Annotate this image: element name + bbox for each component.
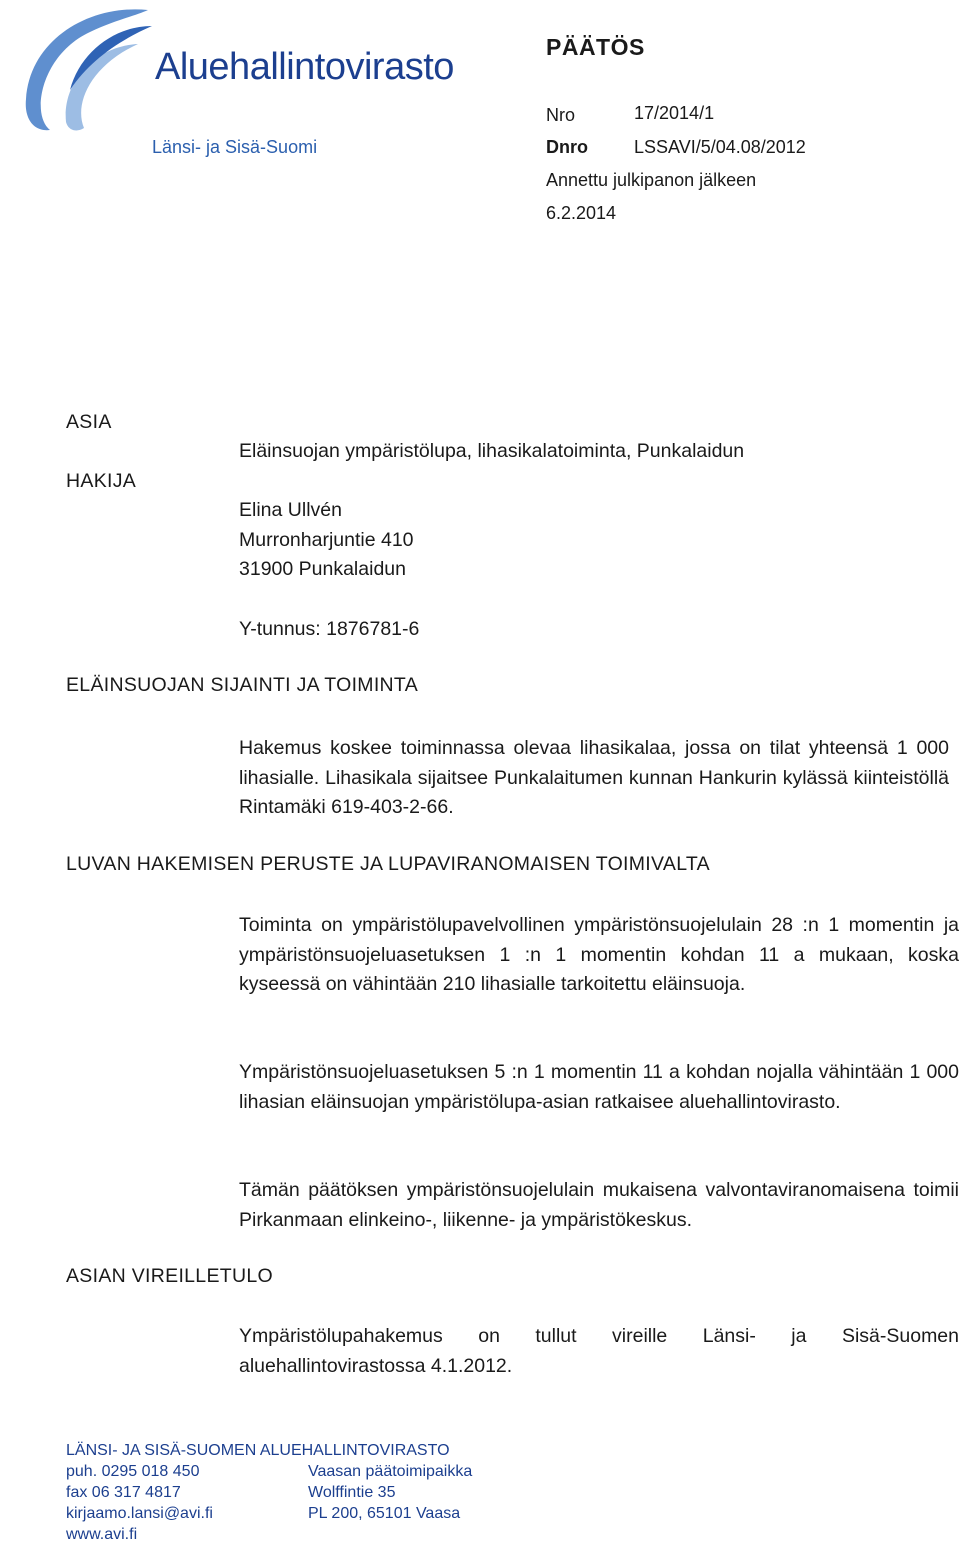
location-heading: ELÄINSUOJAN SIJAINTI JA TOIMINTA	[66, 674, 419, 696]
business-id: Y-tunnus: 1876781-6	[239, 618, 420, 640]
issued-date: 6.2.2014	[546, 203, 617, 223]
location-text: Hakemus koskee toiminnassa olevaa lihasikalaa, jossa on tilat yhteensä 1 000 lihasialle. Lihasikala sijaitsee Punkalaitumen kunnan Hankurin kylässä kiinteistöllä Rintamäki 619-403-2-66.	[239, 737, 949, 818]
issued-text: Annettu julkipanon jälkeen	[546, 170, 757, 190]
asia-label: ASIA	[66, 411, 112, 433]
document-type: PÄÄTÖS	[546, 34, 645, 60]
logo-swoosh-icon	[20, 4, 160, 134]
hakija-label: HAKIJA	[66, 470, 137, 492]
footer-email[interactable]: kirjaamo.lansi@avi.fi	[66, 1505, 213, 1522]
authority-paragraph-3: Tämän päätöksen ympäristönsuojelulain mukaisena valvontaviranomaisena toimii Pirkanmaan elinkeino-, liikenne- ja ympäristökeskus.	[239, 1179, 959, 1231]
initiation-heading: ASIAN VIREILLETULO	[66, 1265, 273, 1287]
footer-office: Vaasan päätoimipaikka	[308, 1463, 473, 1480]
footer-postal: PL 200, 65101 Vaasa	[308, 1505, 461, 1522]
footer-web[interactable]: www.avi.fi	[66, 1526, 138, 1543]
asia-text: Eläinsuojan ympäristölupa, lihasikalatoiminta, Punkalaidun	[239, 440, 745, 462]
footer-phone: puh. 0295 018 450	[66, 1463, 200, 1480]
dnro-label: Dnro	[546, 137, 588, 157]
dnro-value: LSSAVI/5/04.08/2012	[634, 137, 806, 157]
applicant-city: 31900 Punkalaidun	[239, 558, 406, 580]
initiation-text: Ympäristölupahakemus on tullut vireille Länsi- ja Sisä-Suomen aluehallintovirastossa 4.1.2012.	[239, 1325, 959, 1377]
footer-street: Wolffintie 35	[308, 1484, 396, 1501]
logo-wordmark: Aluehallintovirasto	[155, 46, 454, 88]
nro-label: Nro	[546, 105, 576, 125]
footer-org: LÄNSI- JA SISÄ-SUOMEN ALUEHALLINTOVIRASTO	[66, 1442, 450, 1459]
applicant-name: Elina Ullvén	[239, 499, 342, 521]
authority-paragraph-1: Toiminta on ympäristölupavelvollinen ympäristönsuojelulain 28 :n 1 momentin ja ympäristönsuojeluasetuksen 1 :n 1 momentin kohdan 11 a mukaan, koska kyseessä on vähintään 210 lihasialle tarkoitettu eläinsuoja.	[239, 914, 959, 995]
footer-fax: fax 06 317 4817	[66, 1484, 181, 1501]
authority-heading: LUVAN HAKEMISEN PERUSTE JA LUPAVIRANOMAISEN TOIMIVALTA	[66, 853, 710, 875]
applicant-street: Murronharjuntie 410	[239, 529, 414, 551]
region-name: Länsi- ja Sisä-Suomi	[152, 137, 318, 157]
nro-value: 17/2014/1	[634, 103, 715, 123]
authority-paragraph-2: Ympäristönsuojeluasetuksen 5 :n 1 momentin 11 a kohdan nojalla vähintään 1 000 lihasian eläinsuojan ympäristölupa-asian ratkaisee aluehallintovirasto.	[239, 1061, 959, 1113]
